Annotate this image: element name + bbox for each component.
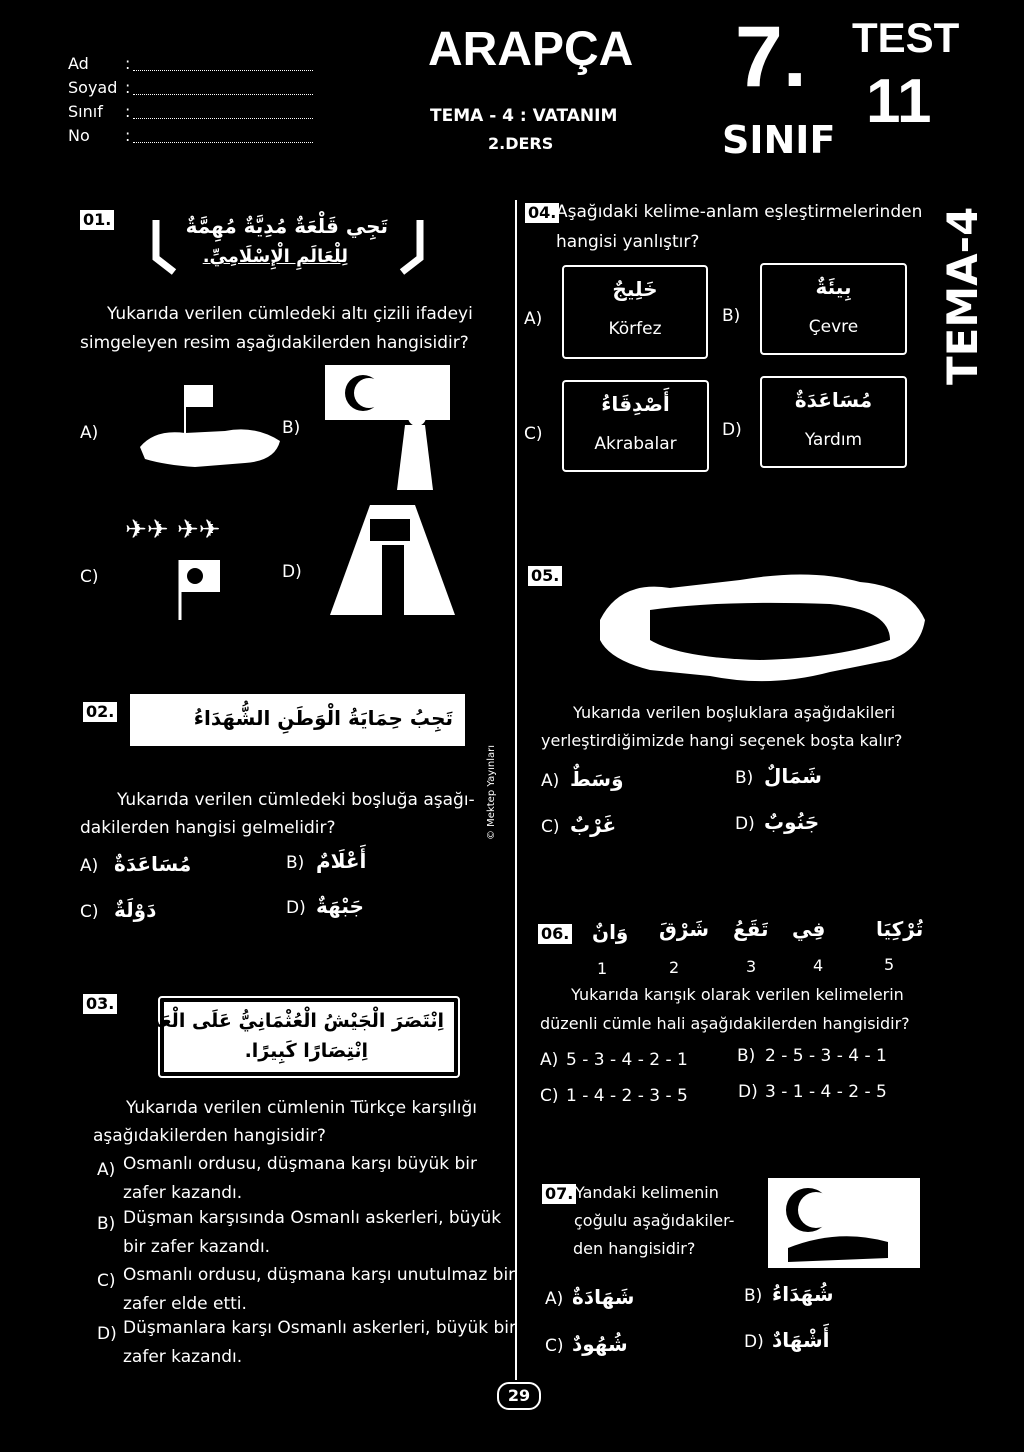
q6-word-1: تُرْكِيَا (876, 917, 924, 941)
q6-text-line2: düzenli cümle hali aşağıdakilerden hangisidir? (540, 1014, 910, 1033)
martyr-flag-icon (768, 1178, 920, 1268)
option-line2: zafer kazandı. (123, 1183, 243, 1203)
option-label: B) (722, 306, 741, 326)
option-meaning: Körfez (608, 319, 662, 339)
option-text: 3 - 1 - 4 - 2 - 5 (765, 1082, 887, 1102)
monument-icon[interactable] (330, 505, 455, 615)
option-meaning: Akrabalar (594, 434, 677, 454)
option-text: دَوْلَةٌ (114, 898, 157, 922)
option-label: D) (744, 1332, 764, 1352)
option-label: C) (541, 817, 560, 837)
class-field[interactable] (133, 104, 313, 119)
q3-text-line1: Yukarıda verilen cümlenin Türkçe karşılığı (126, 1098, 477, 1118)
q6-number-1: 1 (597, 959, 608, 978)
option-label: B) (97, 1214, 116, 1234)
grade-word: SINIF (722, 118, 836, 162)
q3-arabic-line1: اِنْتَصَرَ الْجَيْشُ الْعُثْمَانِيُّ عَلَى الْعَدُوِّ (138, 1010, 444, 1032)
field-colon: : (125, 102, 131, 121)
q7-text-line3: den hangisidir? (573, 1239, 696, 1258)
option-text: جَبْهَةٌ (316, 894, 364, 918)
q6-number-5: 5 (884, 955, 895, 974)
q1-text-line2: simgeleyen resim aşağıdakilerden hangisidir? (80, 333, 469, 353)
option-text: أَعْلَامٌ (316, 849, 367, 873)
option-line2: bir zafer kazandı. (123, 1237, 271, 1257)
option-label: B) (286, 853, 305, 873)
q6-number-4: 4 (813, 956, 824, 975)
grade-number: 7. (735, 9, 807, 105)
question-number-5: 05. (528, 566, 562, 586)
option-label: D) (722, 420, 742, 440)
q6-number-2: 2 (669, 958, 680, 977)
theme-title: TEMA - 4 : VATANIM (430, 106, 618, 126)
subject-title: ARAPÇA (428, 23, 634, 76)
page-number: 29 (507, 1386, 531, 1405)
q3-text-line2: aşağıdakilerden hangisidir? (93, 1126, 326, 1146)
question-number-6: 06. (538, 924, 572, 944)
option-line1: Osmanlı ordusu, düşmana karşı büyük bir (123, 1154, 478, 1174)
option-label: B) (737, 1046, 756, 1066)
option-text: شَمَالٌ (764, 764, 822, 788)
q2-sentence-box (130, 694, 465, 746)
name-field[interactable] (133, 56, 313, 71)
question-number-3: 03. (83, 994, 117, 1014)
option-label: D) (738, 1082, 758, 1102)
q1-arabic-line2: لِلْعَالَمِ الْإِسْلَامِيِّ. (202, 246, 348, 267)
option-text: غَرْبٌ (570, 813, 617, 837)
arabic-sentence-box (148, 200, 428, 280)
q6-number-3: 3 (746, 957, 757, 976)
option-label: A) (545, 1289, 564, 1309)
q6-word-3: تَقَعُ (733, 917, 769, 941)
option-label: C) (545, 1336, 564, 1356)
q1-arabic-line1: تَجِي قَلْعَةٌ مُدِيَّةٌ مُهِمَّةٌ (185, 214, 388, 238)
option-line1: Osmanlı ordusu, düşmana karşı unutulmaz bir (123, 1265, 516, 1285)
test-label: TEST (852, 14, 960, 61)
field-label-class: Sınıf (68, 102, 103, 121)
q5-text-line2: yerleştirdiğimizde hangi seçenek boşta kalır? (541, 731, 903, 750)
option-line1: Düşmanlara karşı Osmanlı askerleri, büyük bir (123, 1318, 517, 1338)
option-label: A) (540, 1050, 559, 1070)
option-text: وَسَطٌ (570, 767, 624, 791)
page-number-badge (497, 1382, 541, 1410)
option-label: A) (541, 771, 560, 791)
turkey-map-flag-icon[interactable] (135, 385, 285, 475)
option-arabic: خَلِيجٌ (612, 277, 658, 301)
field-label-no: No (68, 126, 90, 145)
q1-option-a-label[interactable]: A) (80, 423, 99, 443)
option-card (562, 265, 708, 359)
q1-option-b-label[interactable]: B) (282, 418, 301, 438)
q6-word-5: وَانٌ (592, 920, 629, 944)
q2-text-line2: dakilerden hangisi gelmelidir? (80, 818, 336, 838)
option-arabic: أَصْدِقَاءُ (601, 392, 670, 416)
turkey-map-icon (590, 560, 930, 690)
lesson-title: 2.DERS (488, 134, 554, 153)
q7-text-line1: Yandaki kelimenin (575, 1183, 719, 1202)
option-label: D) (735, 814, 755, 834)
publisher-credit: © Mektep Yayınları (486, 744, 497, 840)
option-arabic: بِيئَةٌ (815, 275, 852, 299)
option-text: 5 - 3 - 4 - 2 - 1 (566, 1050, 688, 1070)
option-text: شُهُودٌ (572, 1332, 628, 1356)
q6-word-2: فِي (792, 917, 826, 941)
option-card (760, 263, 907, 355)
field-label-surname: Soyad (68, 78, 118, 97)
option-text: أَشْهَادٌ (772, 1328, 830, 1352)
question-number-1: 01. (80, 210, 114, 230)
option-meaning: Yardım (804, 430, 863, 450)
option-text: شُهَدَاءُ (772, 1282, 834, 1306)
test-number: 11 (866, 67, 932, 136)
option-label: D) (286, 898, 306, 918)
option-label: B) (735, 768, 754, 788)
question-number-2: 02. (83, 702, 117, 722)
option-meaning: Çevre (808, 317, 859, 337)
field-label-name: Ad (68, 54, 89, 73)
svg-text:✈✈ ✈✈: ✈✈ ✈✈ (125, 515, 221, 545)
option-card (562, 380, 709, 472)
q2-arabic-sentence: تَجِبُ حِمَايَةُ الْوَطَنِ الشُّهَدَاءُ (193, 706, 453, 730)
option-line2: zafer elde etti. (123, 1294, 247, 1314)
q4-text-line2: hangisi yanlıştır? (556, 232, 700, 252)
option-label: C) (80, 902, 99, 922)
q2-text-line1: Yukarıda verilen cümledeki boşluğa aşağı- (117, 790, 475, 810)
question-number-7: 07. (542, 1184, 576, 1204)
q1-option-d-label[interactable]: D) (282, 562, 302, 582)
field-colon: : (125, 78, 131, 97)
q3-arabic-line2: اِنْتِصَارًا كَبِيرًا. (244, 1040, 368, 1062)
option-text: جَنُوبٌ (764, 810, 820, 834)
option-label: C) (540, 1086, 559, 1106)
field-colon: : (125, 126, 131, 145)
option-label: B) (744, 1286, 763, 1306)
option-label: A) (524, 309, 543, 329)
option-text: 1 - 4 - 2 - 3 - 5 (566, 1086, 688, 1106)
option-label: D) (97, 1324, 117, 1344)
q1-option-c-label[interactable]: C) (80, 567, 99, 587)
q5-text-line1: Yukarıda verilen boşluklara aşağıdakileri (573, 703, 896, 722)
no-field[interactable] (133, 128, 313, 143)
q1-text-line1: Yukarıda verilen cümledeki altı çizili ifadeyi (107, 304, 473, 324)
field-colon: : (125, 54, 131, 73)
option-line2: zafer kazandı. (123, 1347, 243, 1367)
option-label: A) (97, 1160, 116, 1180)
q4-text-line1: Aşağıdaki kelime-anlam eşleştirmelerinden (556, 202, 923, 222)
side-tab: TEMA-4 (938, 206, 987, 385)
q6-word-4: شَرْقَ (659, 917, 709, 941)
option-label: A) (80, 856, 99, 876)
column-divider (515, 200, 517, 1380)
option-text: شَهَادَةٌ (572, 1285, 635, 1309)
question-number-4: 04. (525, 203, 559, 223)
q7-text-line2: çoğulu aşağıdakiler- (574, 1211, 735, 1230)
option-text: 2 - 5 - 3 - 4 - 1 (765, 1046, 887, 1066)
option-line1: Düşman karşısında Osmanlı askerleri, büyük (123, 1208, 502, 1228)
q6-text-line1: Yukarıda karışık olarak verilen kelimelerin (571, 985, 904, 1004)
q3-sentence-box (138, 996, 460, 1078)
surname-field[interactable] (133, 80, 313, 95)
option-card (760, 376, 907, 468)
option-label: C) (524, 424, 543, 444)
planes-flag-icon[interactable] (125, 510, 260, 620)
option-arabic: مُسَاعَدَةٌ (794, 388, 873, 412)
soldier-flag-icon[interactable] (325, 365, 450, 490)
option-label: C) (97, 1271, 116, 1291)
option-text: مُسَاعَدَةٌ (114, 852, 192, 876)
